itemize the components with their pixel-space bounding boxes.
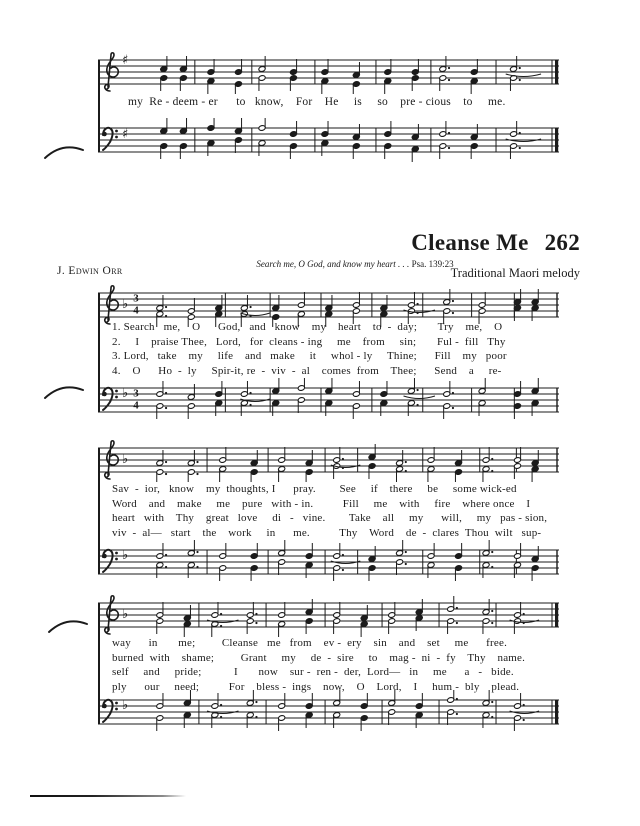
svg-text:♯: ♯ bbox=[122, 53, 129, 68]
melody-attribution: Traditional Maori melody bbox=[450, 266, 580, 280]
system1-verses bbox=[112, 320, 507, 378]
system-barline bbox=[98, 60, 100, 152]
verse-line-2: 2. I praise Thee, Lord, for cleans - ing me from sin; Ful - fill Thy bbox=[112, 335, 506, 348]
hymn-title-block bbox=[411, 230, 580, 256]
svg-text:♭: ♭ bbox=[122, 548, 129, 563]
svg-text:♭: ♭ bbox=[122, 297, 129, 312]
previous-hymn-bass-staff bbox=[98, 118, 560, 162]
verse-line-3: heart with Thy great love di - vine. Take all my will, my pas - sion, bbox=[112, 512, 548, 524]
previous-hymn-lyrics: my Re - deem - er to know, For He is so pre - cious to me. bbox=[128, 96, 506, 108]
pen-arc-mark bbox=[42, 138, 86, 166]
system3-treble-staff bbox=[98, 593, 560, 637]
verse-line-4: 4. O Ho - ly Spir-it, re - viv - al comes from Thee; Send a re- bbox=[112, 364, 502, 377]
system2-treble-staff bbox=[98, 438, 560, 482]
verse-line-4: viv - al— start the work in me. Thy Word de - clares Thou wilt sup- bbox=[112, 526, 542, 539]
hymn-title: Cleanse Me bbox=[411, 230, 529, 255]
svg-text:♭: ♭ bbox=[122, 452, 129, 467]
pen-arc-mark bbox=[42, 378, 86, 406]
verse-line-1: 1. Search me, O God, and know my heart to - day; Try me, O bbox=[112, 321, 503, 333]
verse-line-1: way in me; Cleanse me from ev - ery sin and set me free. bbox=[112, 637, 508, 649]
system3-bass-staff bbox=[98, 690, 560, 734]
svg-text:♯: ♯ bbox=[122, 127, 129, 142]
svg-text:♭: ♭ bbox=[122, 386, 129, 401]
verse-line-3: self and pride; I now sur - ren - der, Lord— in me a - bide. bbox=[112, 666, 514, 678]
svg-text:3: 3 bbox=[133, 387, 139, 400]
system1-bass-staff bbox=[98, 378, 560, 422]
system-barline bbox=[98, 603, 100, 724]
author-name: J. Edwin Orr bbox=[57, 265, 123, 277]
verse-line-4: ply our need; For bless - ings now, O Lord, I hum - bly plead. bbox=[112, 680, 520, 693]
svg-text:4: 4 bbox=[133, 304, 139, 317]
system2-verses bbox=[112, 482, 547, 540]
verse-line-1: Sav - ior, know my thoughts, I pray. See if there be some wick-ed bbox=[112, 483, 517, 495]
pen-line-mark bbox=[30, 795, 186, 797]
system-barline bbox=[98, 293, 100, 412]
hymn-number: 262 bbox=[544, 230, 580, 255]
svg-text:3: 3 bbox=[133, 292, 139, 305]
scripture-text: Search me, O God, and know my heart . . . bbox=[256, 259, 410, 269]
verse-line-3: 3. Lord, take my life and make it whol - ly Thine; Fill my poor bbox=[112, 350, 507, 362]
system-barline bbox=[98, 448, 100, 574]
verse-line-2: Word and make me pure with - in. Fill me with fire where once I bbox=[112, 497, 531, 510]
svg-text:4: 4 bbox=[133, 399, 139, 412]
system2-bass-staff bbox=[98, 540, 560, 584]
previous-hymn-treble-staff bbox=[98, 50, 560, 94]
scripture-citation: Psa. 139:23 bbox=[411, 259, 454, 269]
system3-verses bbox=[112, 636, 525, 694]
svg-text:♭: ♭ bbox=[122, 698, 129, 713]
verse-line-2: burned with shame; Grant my de - sire to mag - ni - fy Thy name. bbox=[112, 651, 526, 664]
pen-arc-mark bbox=[46, 612, 90, 640]
svg-text:♭: ♭ bbox=[122, 607, 129, 622]
